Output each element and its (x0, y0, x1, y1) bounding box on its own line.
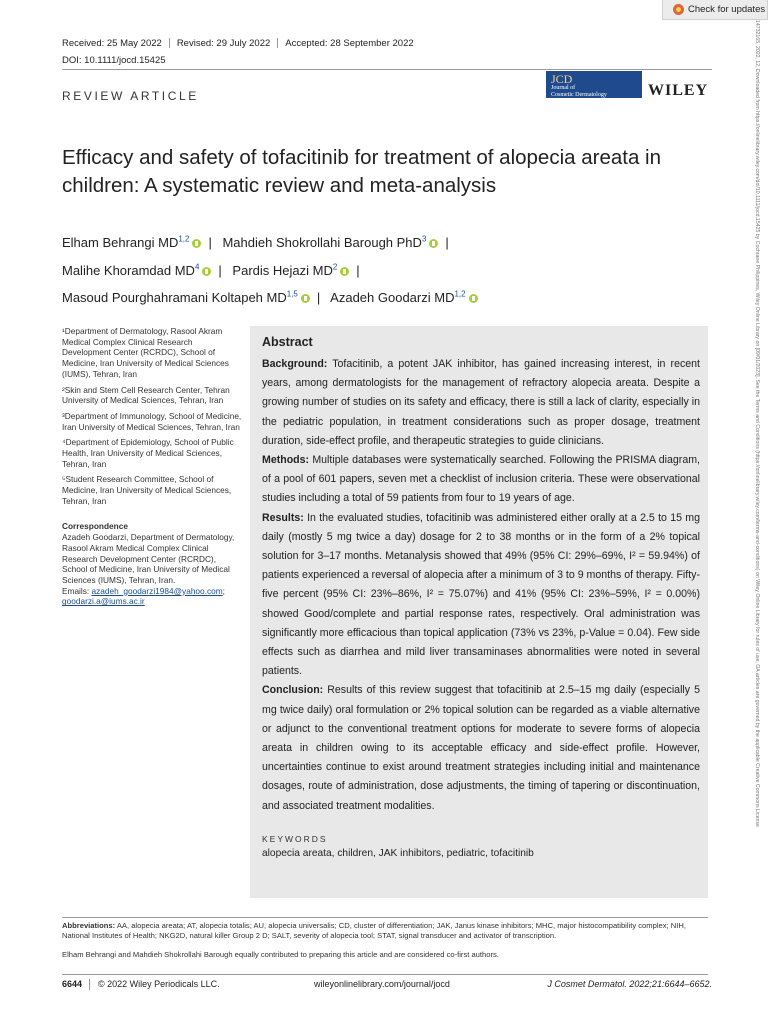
abstract-heading: Abstract (262, 335, 313, 349)
section-label: REVIEW ARTICLE (62, 89, 199, 103)
abstract-results: Results: In the evaluated studies, tofacitinib was administered either orally at a 2.5 to 15 mg daily (mostly 5 mg twice a day) dosage for 2 to 38 months or in the form of a 2% topical solution for 3–17 months. Metanalysis showed that 49% (95% CI: 29%–69%, I² = 59.94%) of patients experienced a reversal of alopecia after a minimum of 3 to 9 months of therapy. Fifty-five percent (95% CI: 23%–86%, I² = 75.07%) and 41% (95% CI: 23%–59%, I² = 0.00%) showed Good/complete and partial response rates, respectively. Oral administration was significantly more efficacious than topical application (73% vs 23%, p-Value = 0.04). Few side effects such as diarrhea and mild liver transaminases abnormalities were noted in several patients. (262, 511, 700, 678)
copyright: © 2022 Wiley Periodicals LLC. (98, 979, 220, 989)
author-list: Elham Behrangi MD$^{1,2}$ | Mahdieh Shokrollahi Barough PhD$^3$ | Malihe Khoramdad $MD^4$ | Pardis Hejazi $MD^2$ | Masoud Pourghahramani Koltapeh MD$^{1,5}$ | Azadeh Goodarzi MD$^{1,2}$ (62, 228, 622, 310)
header-rule (62, 69, 712, 70)
orcid-icon[interactable] (301, 294, 310, 303)
orcid-icon[interactable] (469, 294, 478, 303)
keywords-heading: KEYWORDS (262, 833, 328, 844)
accepted-date: Accepted: 28 September 2022 (285, 38, 414, 49)
abstract-conclusion: Conclusion: Results of this review suggest that tofacitinib at 2.5–15 mg daily (especially 5 mg twice daily) oral formulation or 2% topical solution can be regarded as a viable alternative or adjunct to the conventional treatment options for moderate to severe forms of alopecia areata in children owing to its acceptable efficacy and side-effect profile. However, uncertainties continue to exist around treatment strategies including initial and maintenance dosages, route of administration, dose adjustments, the timing of tapering or discontinuation, and associated treatment modalities. (262, 684, 700, 812)
journal-logo (546, 71, 642, 98)
article-dates (62, 38, 414, 49)
author[interactable]: Elham Behrangi MD$^{1,2}$ (62, 235, 190, 251)
publisher-logo: WILEY (648, 82, 709, 99)
author[interactable]: Masoud Pourghahramani Koltapeh MD$^{1,5}$ (62, 289, 298, 305)
author[interactable]: Pardis Hejazi $MD^2$ (232, 262, 338, 278)
affiliations-column (62, 326, 242, 612)
article-title: Efficacy and safety of tofacitinib for treatment of alopecia areata in children: A systematic review and meta-analysis (62, 146, 662, 197)
citation: J Cosmet Dermatol. 2022;21:6644–6652. (547, 979, 712, 989)
orcid-icon[interactable] (202, 267, 211, 276)
affiliation: ¹Department of Dermatology, Rasool Akram Medical Complex Clinical Research Development Center (RCRDC), School of Medicine, Iran University of Medical Sciences (IUMS), Tehran, Iran (62, 326, 229, 379)
correspondence-heading: Correspondence (62, 520, 128, 531)
revised-date: Revised: 29 July 2022 (176, 38, 271, 49)
correspondence-body: Azadeh Goodarzi, Department of Dermatology, Rasool Akram Medical Complex Clinical Research Development Center (RCRDC), School of Medicine, Iran University of Medical Sciences (IUMS), Tehran, Iran. (62, 532, 235, 586)
author[interactable]: Mahdieh Shokrollahi Barough PhD$^3$ (222, 235, 427, 251)
email-link[interactable]: goodarzi.a@iums.ac.ir (62, 596, 145, 607)
orcid-icon[interactable] (429, 239, 438, 248)
doi: DOI: 10.1111/jocd.15425 (62, 55, 166, 66)
author[interactable]: Malihe Khoramdad $MD^4$ (62, 262, 200, 278)
journal-logo-line-2: Cosmetic Dermatology (551, 92, 607, 98)
footnote-rule (62, 917, 708, 918)
abbreviations: Abbreviations: AA, alopecia areata; AT, alopecia totalis; AU, alopecia universalis; CD, cluster of differentiation; JAK, Janus kinase inhibitors; MHC, major histocompatibility complex; NIH, National Institutes of Health; NKG2D, natural killer Group 2 D; SALT, severity of alopecia tool; STAT, signal transducer and activator of transcription. (62, 921, 686, 940)
abstract-box (250, 326, 708, 898)
email-link[interactable]: azadeh_goodarzi1984@yahoo.com (91, 585, 223, 596)
divider (169, 38, 170, 48)
footer-rule (62, 974, 708, 975)
affiliation: ²Skin and Stem Cell Research Center, Tehran University of Medical Sciences, Tehran, Iran (62, 384, 230, 406)
journal-logo-acronym: JCD (551, 72, 573, 86)
check-for-updates-button[interactable] (662, 0, 768, 20)
journal-logo-line-1: Journal of (551, 85, 576, 91)
correspondence-emails: Emails: azadeh_goodarzi1984@yahoo.com; goodarzi.a@iums.ac.ir (62, 585, 225, 607)
orcid-icon[interactable] (340, 267, 349, 276)
download-notice: 14732165, 2022, 12, Downloaded from https://onlinelibrary.wiley.com/doi/10.1111/jocd.15425 by Cochrane Philippines, Wiley Online Library on [09/01/2023]. See the Terms and Conditions (https://onlinelibrary.wiley.com/terms-and-conditions) on Wiley Online Library for rules of use; OA articles are governed by the applicable Creative Commons License (754, 20, 760, 827)
divider (277, 38, 278, 48)
received-date: Received: 25 May 2022 (62, 38, 162, 49)
author[interactable]: Azadeh Goodarzi MD$^{1,2}$ (330, 289, 466, 305)
abstract-methods: Methods: Multiple databases were systematically searched. Following the PRISMA diagram, of a pool of 601 papers, seven met a checklist of inclusion criteria. These were observational studies including a total of 59 patients from four to 19 years of age. (262, 454, 700, 505)
affiliation: ⁵Student Research Committee, School of Medicine, Iran University of Medical Sciences, Tehran, Iran (62, 474, 232, 506)
abstract-background: Background: Tofacitinib, a potent JAK inhibitor, has gained increasing interest, in recent years, among dermatologists for the management of refractory alopecia areata. Despite a growing number of studies on its safety and efficacy, there is still a lack of clarity, especially in the pediatric population, in treatment considerations such as proper dosage, treatment duration, side-effect profile, and therapeutic strategies to guide clinicians. (262, 358, 700, 447)
orcid-icon[interactable] (192, 239, 201, 248)
check-for-updates-label: Check for updates (688, 4, 766, 15)
keywords: alopecia areata, children, JAK inhibitors, pediatric, tofacitinib (262, 847, 534, 859)
crossmark-icon (673, 4, 684, 15)
contribution-note: Elham Behrangi and Mahdieh Shokrollahi Barough equally contributed to preparing this article and are considered co-first authors. (62, 950, 499, 959)
page-number: 6644 (62, 979, 83, 989)
journal-url[interactable]: wileyonlinelibrary.com/journal/jocd (314, 979, 450, 989)
affiliation: ⁴Department of Epidemiology, School of Public Health, Iran University of Medical Sciences, Tehran, Iran (62, 437, 234, 469)
divider (89, 979, 90, 990)
affiliation: ³Department of Immunology, School of Medicine, Iran University of Medical Sciences, Tehran, Iran (62, 410, 242, 432)
